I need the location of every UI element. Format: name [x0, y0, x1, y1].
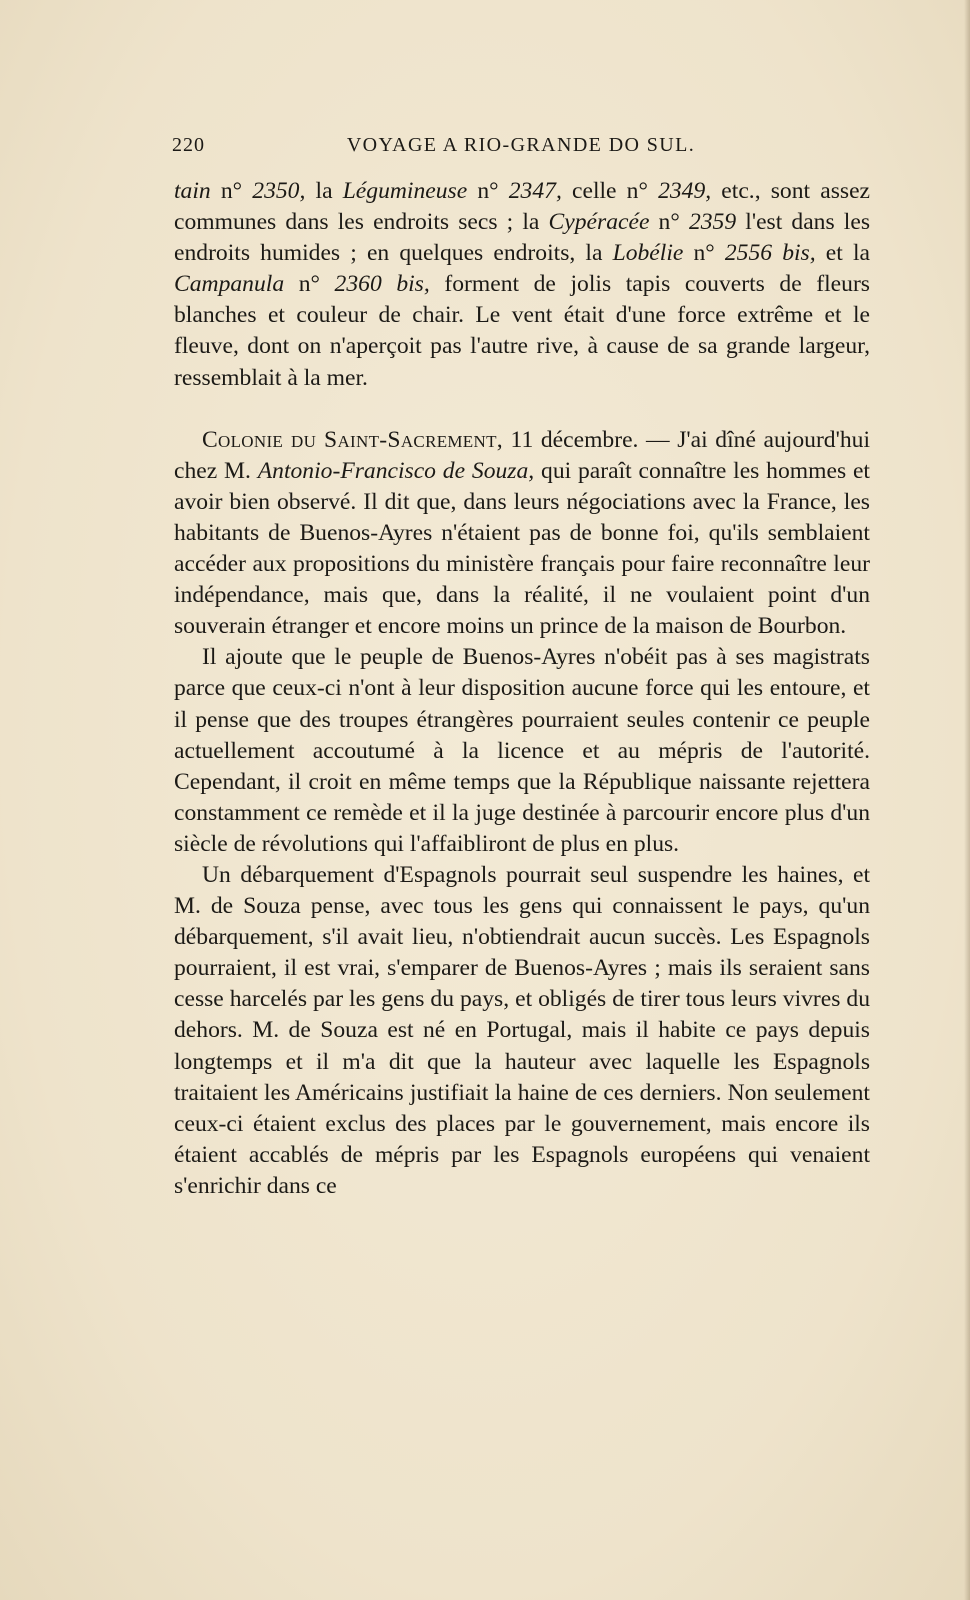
specimen-number: 2349,: [658, 178, 712, 204]
text: celle n°: [561, 178, 659, 204]
taxon-name: Légumineuse: [342, 178, 468, 204]
specimen-number: 2556 bis,: [724, 240, 816, 267]
specimen-number: 2350,: [252, 178, 306, 204]
page-body: [174, 176, 870, 1202]
text: qui paraît connaître les hommes et avoir bien observé. Il dit que, dans leurs négociations avec la France, les habitants de Buenos-Ayres n'étaient pas de bonne foi, qu'ils semblaient accéder aux propositions du ministère français pour faire reconnaître leur indépendance, mais que, dans la réalité, il ne voulaient point d'un souverain étranger et encore moins un prince de la maison de Bourbon.: [174, 457, 870, 640]
paragraph-dated-entry: [174, 425, 870, 643]
text: et la: [815, 240, 870, 267]
place-heading: Colonie du Saint-Sacrement,: [202, 426, 503, 453]
person-name: Antonio-Francisco de Souza,: [257, 457, 535, 484]
text: l'est dans les endroits humides ; en quelques endroits, la: [174, 209, 871, 267]
specimen-number: 2347,: [508, 178, 562, 204]
text: etc., sont assez communes dans les endroits secs ; la: [174, 178, 871, 236]
page-number: 220: [172, 134, 205, 156]
specimen-number: 2360 bis,: [334, 271, 430, 298]
taxon-name: Cypéracée: [548, 209, 650, 236]
text: n°: [467, 178, 509, 204]
paragraph-continued: [174, 176, 870, 394]
text: forment de jolis tapis couverts de fleurs blanches et couleur de chair. Le vent était d'une force extrême et le fleuve, dont on n'aperçoit pas l'autre rive, à cause de sa grande largeur, ressemblait à la mer.: [174, 271, 870, 391]
specimen-number: 2359: [688, 209, 737, 236]
text: n°: [284, 271, 335, 298]
text: la: [305, 178, 343, 204]
paragraph: Il ajoute que le peuple de Buenos-Ayres n'obéit pas à ses magistrats parce que ceux-ci n'ont à leur disposition aucune force qui les entoure, et il pense que des troupes étrangères pourraient seules contenir ce peuple actuellement accoutumé à la licence et au mépris de l'autorité. Cependant, il croit en même temps que la République naissante rejettera constamment ce remède et il la juge destinée à parcourir encore plus d'un siècle de révolutions qui l'affaibliront de plus en plus.: [174, 644, 870, 857]
page-header: [172, 134, 870, 164]
text-italic: tain: [174, 178, 211, 204]
text: n°: [210, 178, 253, 204]
text: n°: [649, 209, 689, 236]
running-title: VOYAGE A RIO-GRANDE DO SUL.: [346, 134, 696, 156]
taxon-name: Lobélie: [612, 240, 684, 267]
taxon-name: Campanula: [174, 271, 285, 298]
paragraph: Un débarquement d'Espagnols pourrait seul suspendre les haines, et M. de Souza pense, avec tous les gens qui connaissent le pays, qu'un débarquement, s'il avait lieu, n'obtiendrait aucun succès. Les Espagnols pourraient, il est vrai, s'emparer de Buenos-Ayres ; mais ils seraient sans cesse harcelés par les gens du pays, et obligés de tirer tous leurs vivres du dehors. M. de Souza est né en Portugal, mais il habite ce pays depuis longtemps et il m'a dit que la hauteur avec laquelle les Espagnols traitaient les Américains justifiait la haine de ces derniers. Non seulement ceux-ci étaient exclus des places par le gouvernement, mais encore ils étaient accablés de mépris par les Espagnols européens qui venaient s'enrichir dans ce: [174, 861, 870, 1199]
text: n°: [683, 240, 725, 267]
text: 11 décembre. — J'ai dîné aujourd'hui chez M.: [174, 426, 871, 484]
